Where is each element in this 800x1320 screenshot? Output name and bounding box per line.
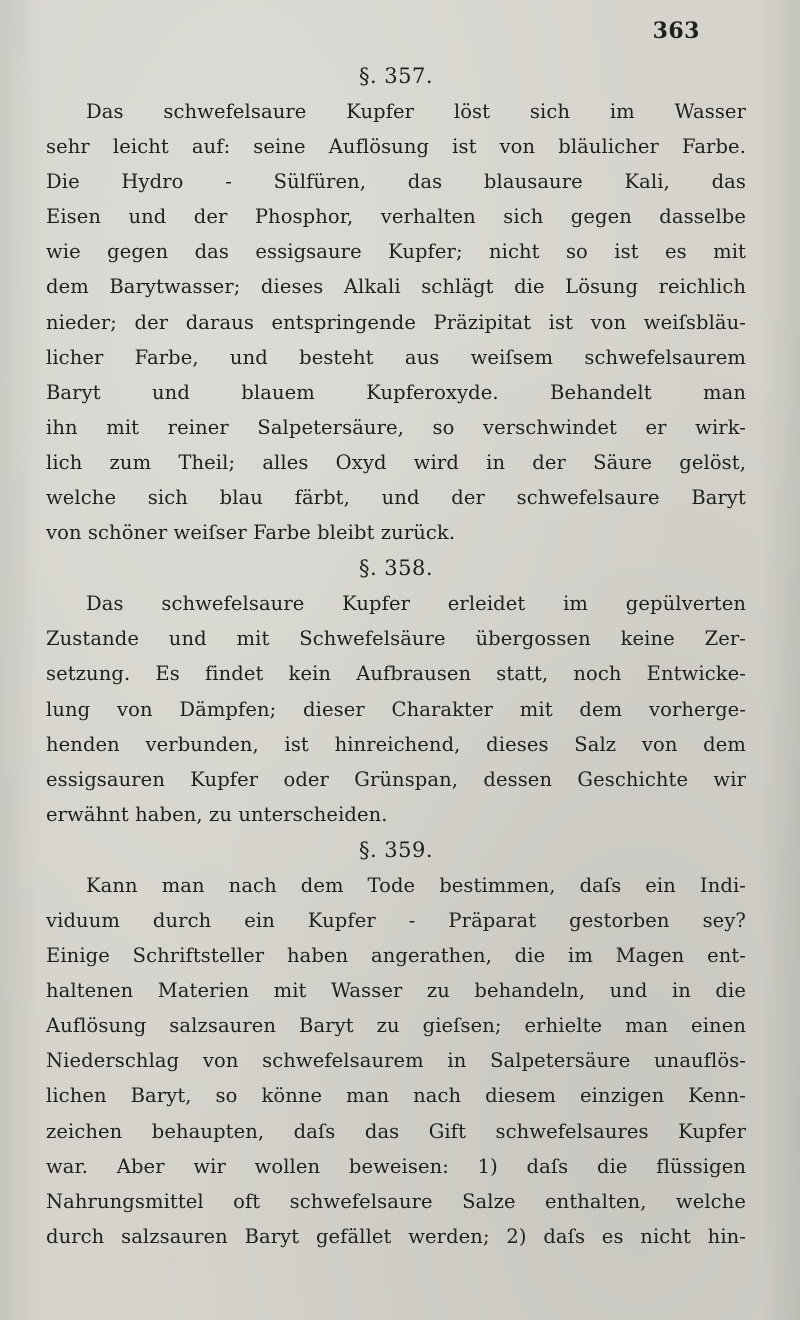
page-text (46, 58, 746, 1254)
text-line: haltenen Materien mit Wasser zu behandeln, und in die (46, 979, 746, 1003)
text-line: zeichen behaupten, daſs das Gift schwefelsaures Kupfer (46, 1119, 746, 1143)
text-line: viduum durch ein Kupfer - Präparat gestorben sey? (46, 908, 746, 932)
text-line: Das schwefelsaure Kupfer erleidet im gepülverten (86, 592, 746, 616)
paragraph-358 (46, 586, 746, 832)
text-line: Zustande und mit Schwefelsäure übergossen keine Zer- (46, 627, 746, 651)
text-line: Die Hydro - Sülfüren, das blausaure Kali, das (46, 170, 746, 194)
section-heading-359: §. 359. (358, 837, 434, 862)
text-line: welche sich blau färbt, und der schwefelsaure Baryt (46, 486, 746, 510)
text-line: nieder; der daraus entspringende Präzipitat ist von weiſsbläu- (46, 310, 746, 334)
text-line: Eisen und der Phosphor, verhalten sich gegen dasselbe (46, 205, 746, 229)
page-number: 363 (652, 18, 700, 44)
text-line: durch salzsauren Baryt gefället werden; 2) daſs es nicht hin- (46, 1224, 746, 1248)
section-heading-357: §. 357. (358, 64, 434, 88)
text-line: war. Aber wir wollen beweisen: 1) daſs die flüssigen (46, 1154, 746, 1178)
text-line: henden verbunden, ist hinreichend, dieses Salz von dem (46, 732, 746, 756)
text-line: Einige Schriftsteller haben angerathen, die im Magen ent- (46, 944, 746, 968)
text-line: essigsauren Kupfer oder Grünspan, dessen Geschichte wir (46, 767, 746, 791)
paragraph-359 (46, 868, 746, 1254)
text-line: sehr leicht auf: seine Auflösung ist von bläulicher Farbe. (46, 135, 746, 159)
text-line: Baryt und blauem Kupferoxyde. Behandelt man (46, 380, 746, 404)
text-line: Kann man nach dem Tode bestimmen, daſs ein Indi- (86, 873, 746, 897)
text-line: Das schwefelsaure Kupfer löst sich im Wasser (86, 100, 746, 123)
section-heading-358: §. 358. (358, 556, 434, 581)
paragraph-357 (46, 94, 746, 550)
text-line: lichen Baryt, so könne man nach diesem einzigen Kenn- (46, 1084, 746, 1108)
text-line: licher Farbe, und besteht aus weiſsem schwefelsaurem (46, 345, 746, 369)
text-line: dem Barytwasser; dieses Alkali schlägt die Lösung reichlich (46, 275, 746, 299)
text-line: Niederschlag von schwefelsaurem in Salpetersäure unauflös- (46, 1049, 746, 1073)
text-line: von schöner weiſser Farbe bleibt zurück. (46, 521, 456, 545)
text-line: wie gegen das essigsaure Kupfer; nicht so ist es mit (46, 240, 746, 264)
text-line: lung von Dämpfen; dieser Charakter mit dem vorherge- (46, 697, 746, 721)
text-line: erwähnt haben, zu unterscheiden. (46, 802, 388, 826)
text-line: setzung. Es findet kein Aufbrausen statt, noch Entwicke- (46, 662, 746, 686)
text-line: lich zum Theil; alles Oxyd wird in der Säure gelöst, (46, 450, 746, 474)
text-line: Auflösung salzsauren Baryt zu gieſsen; erhielte man einen (46, 1014, 746, 1038)
text-line: ihn mit reiner Salpetersäure, so verschwindet er wirk- (46, 415, 746, 439)
text-line: Nahrungsmittel oft schwefelsaure Salze enthalten, welche (46, 1189, 746, 1213)
